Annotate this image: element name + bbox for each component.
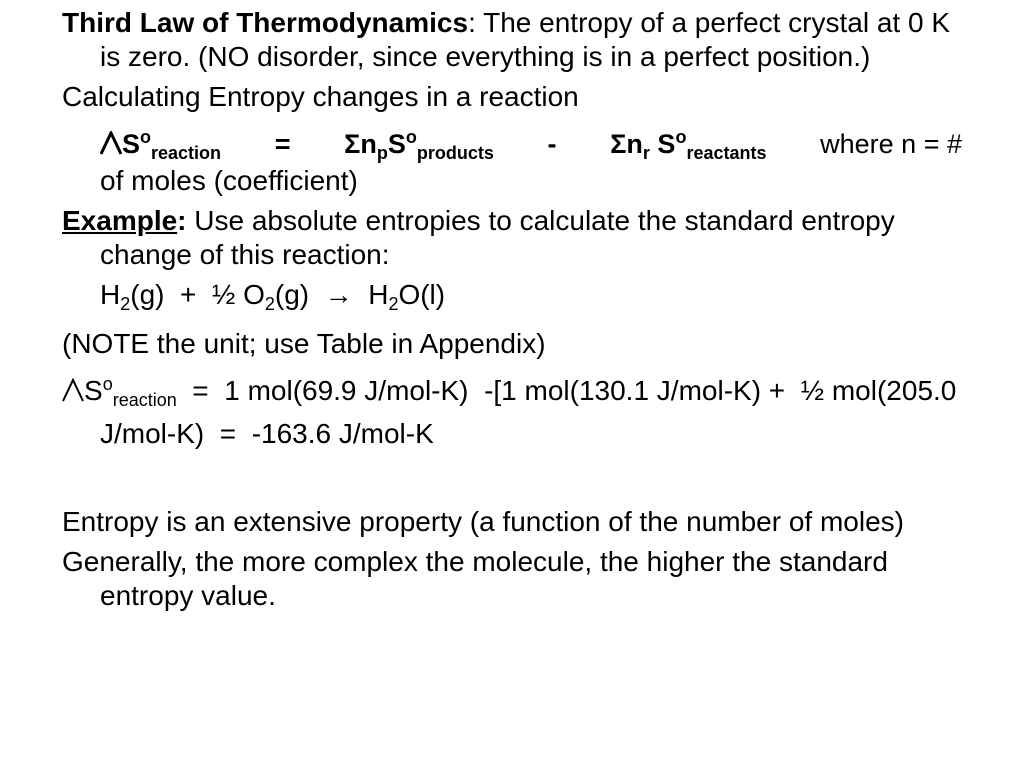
products-term — [344, 120, 494, 170]
delta-s-reaction — [100, 120, 221, 170]
reaction-part3: H — [352, 279, 389, 310]
example-heading: Example — [62, 205, 178, 236]
sigma-np: Σn — [344, 129, 377, 159]
o-sub: 2 — [264, 294, 275, 314]
h-symbol: H — [100, 279, 121, 310]
example-text: Use absolute entropies to calculate the standard entropy change of this reaction: — [100, 205, 895, 270]
complexity-text: Generally, the more complex the molecule, the higher the standard entropy value. — [62, 546, 888, 611]
h2-sub: 2 — [388, 294, 399, 314]
moles-coefficient-text: of moles (coefficient) — [100, 165, 358, 196]
delta-triangle-icon — [62, 378, 84, 402]
third-law-paragraph — [62, 6, 962, 74]
reactants-sub: reactants — [686, 143, 767, 163]
slide-content — [62, 6, 965, 619]
h-sub: 2 — [120, 294, 131, 314]
calc-reaction-sub: reaction — [112, 390, 177, 410]
r-sub: r — [642, 143, 650, 163]
p-sub: p — [376, 143, 388, 163]
example-colon: : — [177, 205, 187, 236]
example-paragraph — [62, 204, 962, 272]
formula-reaction-sub: reaction — [151, 143, 222, 163]
reaction-part2: (g) — [274, 279, 325, 310]
reactants-s-symbol: S — [657, 129, 676, 159]
calc-standard-sup: o — [102, 374, 113, 394]
formula-equals: = — [274, 129, 291, 159]
third-law-heading: Third Law of Thermodynamics — [62, 7, 469, 38]
reaction-equation — [62, 278, 962, 321]
reaction-part1: (g) + ½ O — [130, 279, 265, 310]
calc-s-symbol: S — [84, 375, 103, 406]
sigma-nr: Σn — [610, 129, 643, 159]
entropy-formula-block — [62, 120, 962, 198]
reactants-standard-sup: o — [675, 127, 687, 147]
reactants-term — [610, 120, 766, 170]
third-law-text: The entropy of a perfect crystal at 0 K is zero. (NO disorder, since everything is in a perfect position.) — [100, 7, 951, 72]
products-sub: products — [416, 143, 494, 163]
extensive-property-paragraph — [62, 505, 962, 539]
formula-standard-sup: o — [140, 127, 152, 147]
spacer — [62, 457, 962, 505]
formula-s-symbol: S — [122, 129, 141, 159]
reaction-part4: O(l) — [398, 279, 446, 310]
arrow-right-icon: → — [324, 279, 353, 310]
delta-triangle-icon — [100, 131, 122, 155]
calculating-entropy-line — [62, 80, 962, 114]
third-law-colon: : — [468, 7, 476, 38]
products-s-symbol: S — [387, 129, 406, 159]
note-line — [62, 327, 962, 361]
calculating-entropy-text: Calculating Entropy changes in a reaction — [62, 81, 579, 112]
calc-text: = 1 mol(69.9 J/mol-K) -[1 mol(130.1 J/mol-K) + ½ mol(205.0 J/mol-K) = -163.6 J/mol-K — [100, 375, 965, 449]
complexity-paragraph — [62, 545, 962, 613]
extensive-property-text: Entropy is an extensive property (a function of the number of moles) — [62, 506, 904, 537]
note-text: (NOTE the unit; use Table in Appendix) — [62, 328, 546, 359]
where-n-text: where n = # — [820, 129, 962, 159]
formula-minus: - — [547, 129, 557, 159]
entropy-formula — [100, 120, 962, 170]
products-standard-sup: o — [405, 127, 417, 147]
moles-coefficient-line — [100, 164, 962, 198]
calculation-paragraph — [62, 367, 965, 451]
